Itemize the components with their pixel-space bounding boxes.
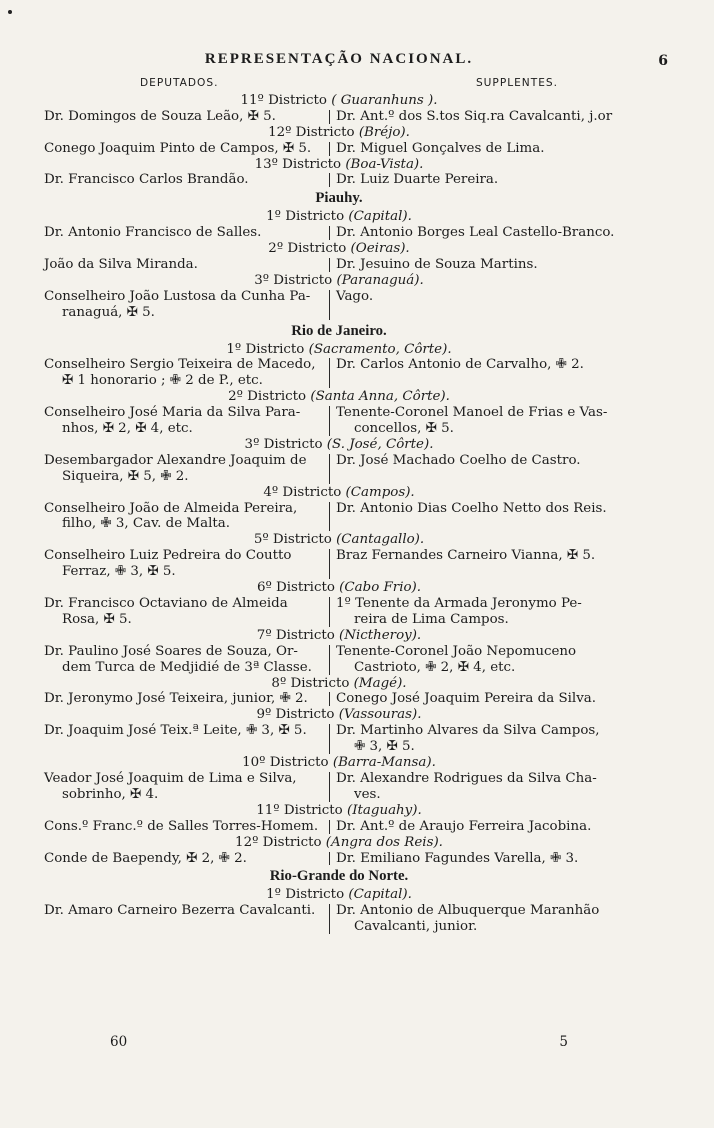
deputado-line: Dr. Antonio Francisco de Salles.: [44, 225, 262, 241]
district-place: (Angra dos Reis).: [325, 834, 443, 850]
deputado-line: Dr. Francisco Octaviano de Almeida: [44, 596, 288, 611]
supplente: [336, 771, 634, 803]
deputado: [44, 141, 329, 157]
deputado: [44, 548, 329, 580]
entry-row: [44, 596, 634, 628]
header: [44, 51, 668, 76]
supplente-line: Dr. Carlos Antonio de Carvalho, ✙ 2.: [336, 357, 584, 373]
footer: [110, 1034, 568, 1050]
supplente: [336, 903, 634, 935]
column-rule: [329, 110, 332, 124]
district-number: 1º Districto: [266, 209, 349, 225]
deputado-line: ✠ 1 honorario ; ✙ 2 de P., etc.: [62, 373, 263, 389]
district-heading: [44, 93, 634, 109]
district-heading: [44, 389, 634, 405]
district-heading: [44, 676, 634, 692]
district-place: ( Guaranhuns ).: [331, 92, 438, 108]
deputado: [44, 851, 329, 867]
district-number: 3º Districto: [254, 272, 337, 288]
column-rule: [329, 645, 332, 675]
column-rule: [329, 772, 332, 802]
district-place: (Capital).: [348, 887, 412, 903]
supplente: [336, 225, 634, 241]
entry-row: [44, 357, 634, 389]
supplente-line: Dr. Miguel Gonçalves de Lima.: [336, 140, 545, 156]
deputado-line: sobrinho, ✠ 4.: [62, 786, 159, 802]
supplente: [336, 819, 634, 835]
column-rule: [329, 724, 332, 754]
deputado-line: Rosa, ✠ 5.: [62, 611, 132, 627]
supplente: [336, 257, 634, 273]
column-rule: [329, 226, 332, 240]
footer-right-number: 5: [559, 1034, 568, 1050]
district-heading: [44, 887, 634, 903]
deputado: [44, 257, 329, 273]
deputado: [44, 691, 329, 707]
district-number: 2º Districto: [268, 241, 351, 257]
supplente-line: 1º Tenente da Armada Jeronymo Pe-: [336, 596, 582, 611]
district-number: 7º Districto: [256, 627, 340, 643]
roster: [44, 93, 634, 935]
entry-row: [44, 225, 634, 241]
deputado: [44, 225, 329, 241]
supplente: [336, 596, 634, 628]
entry-row: [44, 141, 634, 157]
column-rule: [329, 549, 332, 579]
supplente: [336, 172, 634, 188]
column-rule: [329, 852, 332, 866]
district-number: 11º Districto: [240, 92, 332, 108]
district-place: (Santa Anna, Côrte).: [310, 389, 450, 405]
supplente-line: Dr. Emiliano Fagundes Varella, ✙ 3.: [336, 850, 579, 866]
deputado-line: Dr. Paulino José Soares de Souza, Or-: [44, 643, 298, 659]
district-place: (Bréjo).: [358, 124, 410, 140]
district-number: 9º Districto: [256, 707, 339, 723]
column-rule: [329, 692, 332, 706]
column-rule: [329, 454, 332, 484]
district-number: 8º Districto: [271, 675, 354, 691]
deputado: [44, 596, 329, 628]
district-place: (Vassouras).: [338, 707, 422, 723]
district-heading: [44, 580, 634, 596]
deputado-line: Conego Joaquim Pinto de Campos, ✠ 5.: [44, 140, 312, 156]
supplente-line: Dr. Luiz Duarte Pereira.: [336, 172, 499, 188]
supplente-line: concellos, ✠ 5.: [354, 421, 454, 437]
deputado-line: Veador José Joaquim de Lima e Silva,: [44, 770, 297, 786]
district-number: 10º Districto: [242, 755, 333, 771]
supplente-line: Tenente-Coronel João Nepomuceno: [336, 643, 577, 659]
supplente-line: Dr. José Machado Coelho de Castro.: [336, 452, 581, 468]
column-rule: [329, 258, 332, 272]
deputado: [44, 289, 329, 321]
entry-row: [44, 771, 634, 803]
deputado-line: ranaguá, ✠ 5.: [62, 304, 155, 320]
deputado: [44, 771, 329, 803]
supplente-line: Dr. Antonio Borges Leal Castello-Branco.: [336, 225, 615, 241]
district-heading: [44, 485, 634, 501]
district-number: 11º Districto: [256, 802, 347, 818]
deputado-line: Dr. Domingos de Souza Leão, ✠ 5.: [44, 108, 276, 124]
district-heading: [44, 835, 634, 851]
district-place: (Capital).: [348, 209, 412, 225]
entry-row: [44, 851, 634, 867]
district-number: 13º Districto: [254, 156, 346, 172]
supplente: [336, 109, 634, 125]
supplente-line: Dr. Ant.º de Araujo Ferreira Jacobina.: [336, 818, 592, 834]
supplente-line: Cavalcanti, junior.: [354, 919, 478, 935]
supplente: [336, 501, 634, 533]
district-heading: [44, 241, 634, 257]
deputado-line: nhos, ✠ 2, ✠ 4, etc.: [62, 421, 193, 437]
column-rule: [329, 502, 332, 532]
supplente: [336, 289, 634, 321]
deputado: [44, 172, 329, 188]
district-place: (Itaguahy).: [347, 802, 422, 818]
deputado-line: Dr. Amaro Carneiro Bezerra Cavalcanti.: [44, 903, 316, 919]
district-place: (Oeiras).: [350, 241, 410, 257]
deputado-line: Conselheiro João de Almeida Pereira,: [44, 500, 298, 516]
page-title: REPRESENTAÇÃO NACIONAL.: [204, 51, 474, 67]
column-rule: [329, 904, 332, 934]
entry-row: [44, 172, 634, 188]
entry-row: [44, 548, 634, 580]
deputado-line: dem Turca de Medjidié de 3ª Classe.: [62, 659, 312, 675]
ink-dot: [8, 10, 12, 14]
supplente: [336, 141, 634, 157]
district-place: (S. José, Côrte).: [326, 436, 434, 452]
supplente-line: Tenente-Coronel Manoel de Frias e Vas-: [336, 405, 608, 421]
entry-row: [44, 405, 634, 437]
district-heading: [44, 628, 634, 644]
district-heading: [44, 157, 634, 173]
deputado-line: Conselheiro José Maria da Silva Para-: [44, 405, 301, 421]
district-place: (Campos).: [345, 484, 415, 500]
entry-row: [44, 644, 634, 676]
column-header-supplentes: SUPPLENTES.: [475, 77, 558, 89]
deputado-line: Conselheiro Luiz Pedreira do Coutto: [44, 548, 292, 564]
deputado-line: Cons.º Franc.º de Salles Torres-Homem.: [44, 818, 319, 834]
district-place: (Nictheroy).: [339, 627, 422, 643]
supplente: [336, 548, 634, 580]
column-rule: [329, 173, 332, 187]
district-heading: [44, 273, 634, 289]
deputado-line: João da Silva Miranda.: [44, 256, 198, 272]
deputado: [44, 644, 329, 676]
district-heading: [44, 803, 634, 819]
deputado-line: Desembargador Alexandre Joaquim de: [44, 452, 307, 468]
supplente-line: Vago.: [336, 288, 374, 304]
district-number: 4º Districto: [263, 484, 346, 500]
supplente-line: Dr. Antonio Dias Coelho Netto dos Reis.: [336, 500, 607, 516]
page: [44, 51, 668, 935]
district-heading: [44, 125, 634, 141]
district-number: 2º Districto: [228, 389, 311, 405]
column-rule: [329, 142, 332, 156]
deputado-line: Conde de Baependy, ✠ 2, ✙ 2.: [44, 850, 247, 866]
supplente-line: Dr. Ant.º dos S.tos Siq.ra Cavalcanti, j.or: [336, 108, 613, 124]
entry-row: [44, 723, 634, 755]
district-number: 1º Districto: [266, 887, 349, 903]
supplente-line: reira de Lima Campos.: [354, 611, 509, 627]
deputado-line: Dr. Joaquim José Teix.ª Leite, ✙ 3, ✠ 5.: [44, 723, 307, 739]
entry-row: [44, 289, 634, 321]
district-heading: [44, 209, 634, 225]
supplente: [336, 453, 634, 485]
supplente: [336, 357, 634, 389]
deputado: [44, 109, 329, 125]
column-rule: [329, 290, 332, 320]
supplente-line: Braz Fernandes Carneiro Vianna, ✠ 5.: [336, 548, 596, 564]
district-place: (Cabo Frio).: [339, 580, 422, 596]
district-heading: [44, 532, 634, 548]
supplente: [336, 405, 634, 437]
column-rule: [329, 597, 332, 627]
entry-row: [44, 109, 634, 125]
district-place: (Barra-Mansa).: [332, 755, 436, 771]
district-heading: [44, 437, 634, 453]
district-heading: [44, 707, 634, 723]
supplente: [336, 723, 634, 755]
district-number: 5º Districto: [253, 532, 337, 548]
footer-left-number: 60: [110, 1034, 128, 1050]
supplente-line: Dr. Antonio de Albuquerque Maranhão: [336, 903, 600, 919]
deputado-line: Dr. Francisco Carlos Brandão.: [44, 172, 249, 188]
supplente: [336, 644, 634, 676]
column-header-deputados: DEPUTADOS.: [140, 77, 219, 89]
deputado: [44, 903, 329, 935]
province-heading: Rio de Janeiro.: [291, 322, 387, 339]
supplente-line: ves.: [354, 786, 381, 802]
column-rule: [329, 820, 332, 834]
deputado: [44, 723, 329, 755]
deputado: [44, 501, 329, 533]
province-heading: Piauhy.: [315, 190, 363, 207]
column-rule: [329, 358, 332, 388]
district-place: (Cantagallo).: [336, 532, 425, 548]
province-heading: Rio-Grande do Norte.: [269, 868, 409, 885]
column-headers: [44, 76, 634, 92]
supplente: [336, 691, 634, 707]
supplente-line: Dr. Martinho Alvares da Silva Campos,: [336, 723, 600, 739]
supplente: [336, 851, 634, 867]
entry-row: [44, 257, 634, 273]
deputado-line: filho, ✙ 3, Cav. de Malta.: [62, 516, 230, 532]
district-place: (Boa-Vista).: [345, 156, 424, 172]
district-place: (Paranaguá).: [336, 272, 424, 288]
district-heading: [44, 755, 634, 771]
deputado: [44, 453, 329, 485]
entry-row: [44, 501, 634, 533]
entry-row: [44, 453, 634, 485]
deputado-line: Conselheiro Sergio Teixeira de Macedo,: [44, 357, 316, 373]
entry-row: [44, 691, 634, 707]
column-rule: [329, 406, 332, 436]
district-place: (Sacramento, Côrte).: [308, 341, 452, 357]
deputado-line: Ferraz, ✙ 3, ✠ 5.: [62, 564, 176, 580]
supplente-line: Dr. Alexandre Rodrigues da Silva Cha-: [336, 770, 597, 786]
deputado-line: Dr. Jeronymo José Teixeira, junior, ✙ 2.: [44, 691, 308, 707]
entry-row: [44, 819, 634, 835]
district-heading: [44, 342, 634, 358]
district-number: 12º Districto: [268, 124, 359, 140]
supplente-line: Castrioto, ✙ 2, ✠ 4, etc.: [354, 659, 516, 675]
entry-row: [44, 903, 634, 935]
supplente-line: Dr. Jesuino de Souza Martins.: [336, 256, 538, 272]
district-number: 1º Districto: [226, 341, 309, 357]
district-number: 3º Districto: [244, 436, 327, 452]
district-number: 6º Districto: [256, 580, 340, 596]
district-number: 12º Districto: [235, 834, 326, 850]
supplente-line: Conego José Joaquim Pereira da Silva.: [336, 691, 597, 707]
page-number: 6: [658, 53, 668, 69]
deputado-line: Siqueira, ✠ 5, ✙ 2.: [62, 468, 189, 484]
deputado: [44, 819, 329, 835]
supplente-line: ✙ 3, ✠ 5.: [354, 739, 415, 755]
deputado: [44, 357, 329, 389]
deputado-line: Conselheiro João Lustosa da Cunha Pa-: [44, 288, 311, 304]
deputado: [44, 405, 329, 437]
district-place: (Magé).: [353, 675, 407, 691]
